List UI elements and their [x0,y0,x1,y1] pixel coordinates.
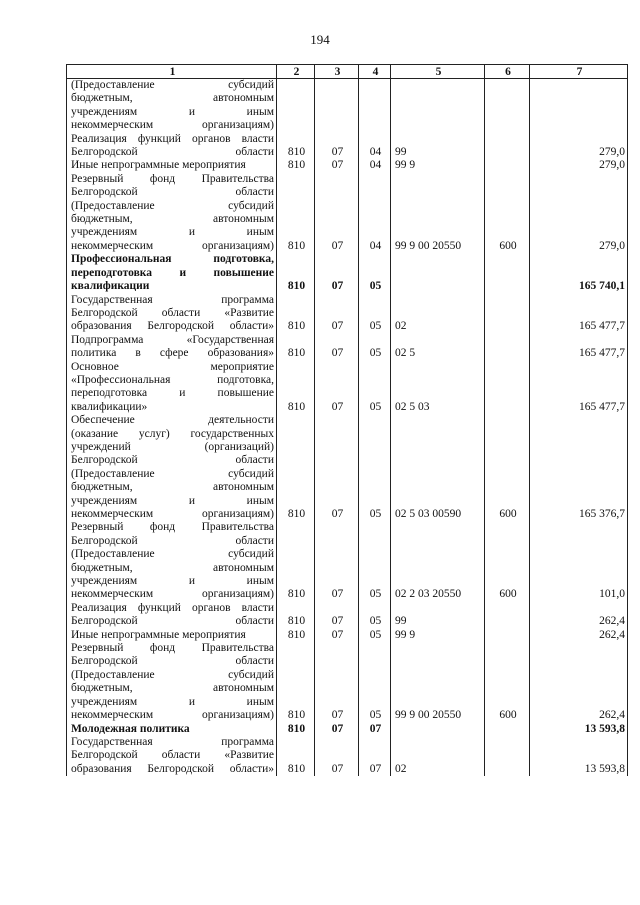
table-row [67,173,628,253]
row-name-line: Реализация функций органов власти [71,132,274,145]
amount: 279,0 [530,133,628,160]
table-row [67,79,628,133]
row-name-line: Белгородской области [71,534,274,547]
table-row [67,414,628,521]
expense-type-code [485,79,530,133]
amount: 165 477,7 [530,294,628,334]
row-name-line: (оказание услуг) государственных [71,427,274,440]
section-code: 07 [315,361,359,415]
row-name-line: учреждениям и иным [71,105,274,118]
target-article-code: 02 [391,294,485,334]
target-article-code [391,253,485,293]
ministry-code: 810 [277,602,315,629]
header-cell-2: 2 [277,65,315,79]
table-row [67,294,628,334]
amount [530,79,628,133]
header-cell-6: 6 [485,65,530,79]
subsection-code: 04 [359,133,391,160]
target-article-code: 99 9 00 20550 [391,642,485,722]
ministry-code: 810 [277,723,315,736]
expense-type-code: 600 [485,642,530,722]
amount: 262,4 [530,642,628,722]
target-article-code: 02 5 03 00590 [391,414,485,521]
amount: 262,4 [530,602,628,629]
header-cell-4: 4 [359,65,391,79]
subsection-code: 05 [359,361,391,415]
row-name [67,521,277,601]
section-code: 07 [315,521,359,601]
amount: 165 477,7 [530,361,628,415]
target-article-code: 02 5 03 [391,361,485,415]
expense-type-code [485,361,530,415]
row-name-line: Государственная программа [71,293,274,306]
target-article-code: 99 [391,133,485,160]
section-code: 07 [315,642,359,722]
amount: 13 593,8 [530,723,628,736]
row-name-line: учреждениям и иным [71,226,274,239]
header-cell-5: 5 [391,65,485,79]
row-name [67,334,277,361]
row-name-line: Подпрограмма «Государственная [71,333,274,346]
table-row [67,159,628,172]
row-name-line: Иные непрограммные мероприятия [71,628,246,641]
ministry-code: 810 [277,159,315,172]
subsection-code: 05 [359,294,391,334]
row-name [67,629,277,642]
expense-type-code [485,133,530,160]
subsection-code: 05 [359,629,391,642]
table-row [67,602,628,629]
ministry-code: 810 [277,736,315,776]
row-name-line: Резервный фонд Правительства [71,642,274,655]
expense-type-code [485,736,530,776]
row-name [67,159,277,172]
row-name-line: образования Белгородской области» [71,762,274,775]
subsection-code: 04 [359,173,391,253]
row-name-line: Белгородской области «Развитие [71,306,274,319]
row-name-line: некоммерческим организациям) [71,588,274,601]
header-cell-3: 3 [315,65,359,79]
subsection-code: 05 [359,521,391,601]
target-article-code: 99 9 [391,629,485,642]
row-name-line: Белгородской области [71,454,274,467]
row-name [67,414,277,521]
row-name-line: Белгородской области [71,146,274,159]
table-row [67,736,628,776]
row-name-line: Основное мероприятие [71,360,274,373]
amount: 165 740,1 [530,253,628,293]
table-row [67,629,628,642]
table-row [67,133,628,160]
section-code [315,79,359,133]
row-name-line: Резервный фонд Правительства [71,172,274,185]
section-code: 07 [315,629,359,642]
header-cell-7: 7 [530,65,628,79]
subsection-code: 07 [359,736,391,776]
expense-type-code [485,159,530,172]
row-name-line: (Предоставление субсидий [71,79,274,91]
row-name-line: Реализация функций органов власти [71,601,274,614]
row-name [67,602,277,629]
amount: 13 593,8 [530,736,628,776]
row-name [67,133,277,160]
row-name-line: «Профессиональная подготовка, [71,373,274,386]
row-name-line: переподготовка и повышение [71,387,274,400]
row-name-line: учреждений (организаций) [71,440,274,453]
table-row [67,642,628,722]
row-name-line: образования Белгородской области» [71,320,274,333]
row-name-line: (Предоставление субсидий [71,199,274,212]
expense-type-code [485,334,530,361]
row-name-line: Белгородской области [71,655,274,668]
row-name-line: некоммерческим организациям) [71,239,274,252]
subsection-code: 05 [359,414,391,521]
row-name-line: бюджетным, автономным [71,682,274,695]
row-name-line: учреждениям и иным [71,695,274,708]
ministry-code: 810 [277,414,315,521]
expense-type-code [485,294,530,334]
row-name-line: учреждениям и иным [71,575,274,588]
ministry-code: 810 [277,361,315,415]
amount: 165 376,7 [530,414,628,521]
expense-type-code: 600 [485,173,530,253]
amount: 165 477,7 [530,334,628,361]
row-name-line: Резервный фонд Правительства [71,521,274,534]
expense-type-code [485,723,530,736]
row-name-line: Молодежная политика [71,722,190,735]
expense-type-code: 600 [485,414,530,521]
section-code: 07 [315,723,359,736]
header-row [67,65,628,79]
ministry-code: 810 [277,294,315,334]
row-name-line: (Предоставление субсидий [71,467,274,480]
amount: 279,0 [530,159,628,172]
table-row [67,723,628,736]
row-name-line: Белгородской области [71,615,274,628]
section-code: 07 [315,736,359,776]
section-code: 07 [315,133,359,160]
ministry-code: 810 [277,253,315,293]
table-row [67,521,628,601]
row-name-line: некоммерческим организациям) [71,508,274,520]
target-article-code: 02 2 03 20550 [391,521,485,601]
ministry-code: 810 [277,173,315,253]
target-article-code: 99 9 [391,159,485,172]
budget-table [66,64,628,776]
section-code: 07 [315,294,359,334]
row-name-line: Государственная программа [71,735,274,748]
ministry-code: 810 [277,642,315,722]
amount: 279,0 [530,173,628,253]
table-row [67,361,628,415]
subsection-code: 04 [359,159,391,172]
expense-type-code: 600 [485,521,530,601]
ministry-code: 810 [277,133,315,160]
row-name-line: некоммерческим организациям) [71,119,274,132]
row-name [67,723,277,736]
amount: 101,0 [530,521,628,601]
row-name-line: Белгородской области «Развитие [71,749,274,762]
section-code: 07 [315,253,359,293]
row-name-line: бюджетным, автономным [71,92,274,105]
row-name [67,79,277,133]
row-name-line: Профессиональная подготовка, [71,253,274,266]
row-name-line: бюджетным, автономным [71,213,274,226]
row-name [67,173,277,253]
row-name-line: (Предоставление субсидий [71,668,274,681]
table-row [67,334,628,361]
section-code: 07 [315,159,359,172]
section-code: 07 [315,414,359,521]
target-article-code: 02 [391,736,485,776]
ministry-code: 810 [277,629,315,642]
expense-type-code [485,602,530,629]
page-number: 194 [310,32,330,47]
header-cell-1: 1 [67,65,277,79]
target-article-code: 99 [391,602,485,629]
row-name-line: квалификации [71,280,150,293]
row-name-line: квалификации» [71,400,148,413]
row-name [67,294,277,334]
section-code: 07 [315,602,359,629]
row-name-line: политика в сфере образования» [71,347,274,360]
expense-type-code [485,253,530,293]
row-name [67,361,277,415]
section-code: 07 [315,173,359,253]
ministry-code: 810 [277,521,315,601]
target-article-code: 02 5 [391,334,485,361]
row-name-line: Белгородской области [71,186,274,199]
row-name [67,253,277,293]
row-name [67,642,277,722]
subsection-code: 05 [359,602,391,629]
amount: 262,4 [530,629,628,642]
subsection-code [359,79,391,133]
section-code: 07 [315,334,359,361]
row-name-line: учреждениям и иным [71,494,274,507]
row-name-line: переподготовка и повышение [71,266,274,279]
row-name-line: Иные непрограммные мероприятия [71,159,246,172]
ministry-code: 810 [277,334,315,361]
subsection-code: 05 [359,642,391,722]
target-article-code: 99 9 00 20550 [391,173,485,253]
row-name-line: некоммерческим организациям) [71,709,274,722]
row-name-line: Обеспечение деятельности [71,414,274,427]
row-name-line: бюджетным, автономным [71,561,274,574]
subsection-code: 05 [359,253,391,293]
subsection-code: 05 [359,334,391,361]
expense-type-code [485,629,530,642]
row-name [67,736,277,776]
target-article-code [391,723,485,736]
subsection-code: 07 [359,723,391,736]
table-row [67,253,628,293]
row-name-line: (Предоставление субсидий [71,548,274,561]
row-name-line: бюджетным, автономным [71,481,274,494]
target-article-code [391,79,485,133]
ministry-code [277,79,315,133]
